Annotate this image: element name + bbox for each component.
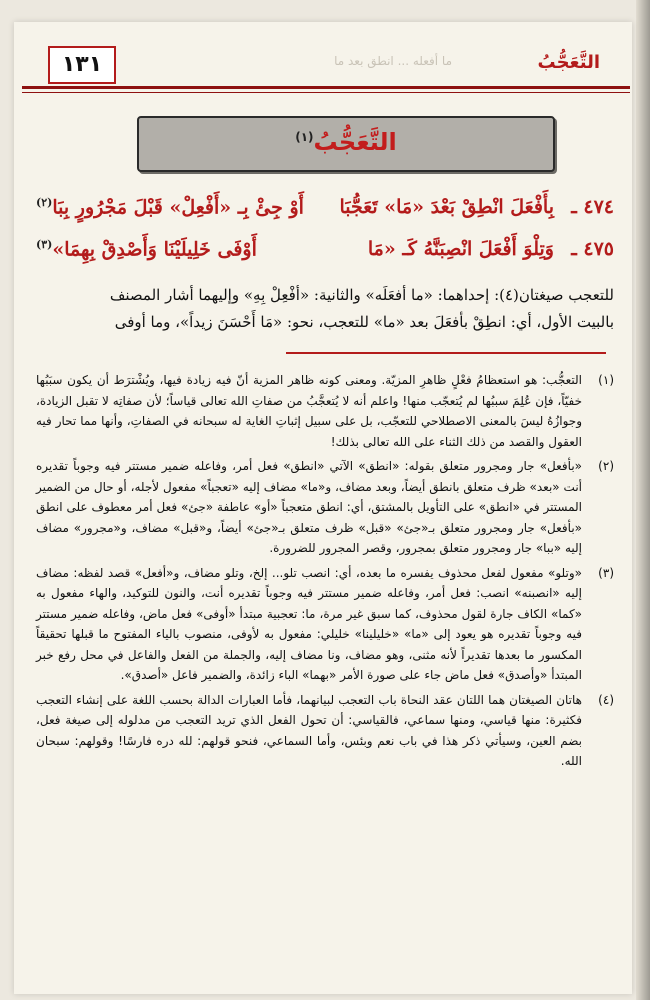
footnote-number: (٣) [598,565,614,580]
footnote-divider [286,352,606,354]
chapter-title-text: التَّعَجُّبُ [313,128,397,156]
book-spine [636,0,650,1000]
verse-number: ٤٧٤ ـ [571,196,614,218]
verse-hemistich-first: بِأَفْعَلَ انْطِقْ بَعْدَ «مَا» تَعَجُّبَا [339,196,554,218]
page-number: ١٣١ [48,46,116,84]
commentary-text [36,282,614,336]
bleed-through-text: ما أفعله ... انطق بعد ما [334,54,452,68]
footnote-number: (٢) [598,459,614,473]
verse-number: ٤٧٥ ـ [571,238,614,260]
header-rule-thin [22,92,630,93]
footnote-text: هاتان الصيغتان هما اللتان عقد النحاة باب التعجب لبيانهما، فأما العبارات الدالة بحسب اللغة على إنشاء التعجب فكثيرة: منها قياسي، ومنها سماعي، فالقياسي: أن تحول الفعل الذي تريد التعجب من مدلوله إلى صيغة فعل، بضم العين، وسيأتي ذكر هذا في باب نعم وبئس، وأما السماعي، فنحو قولهم: لله دره فارسًا! وقولهم: سبحان الله. [36,692,582,768]
footnote-ref: (٢) [36,196,53,209]
verse-474 [36,192,614,228]
footnote [36,690,614,772]
footnote-number: (٤) [598,692,614,707]
footnote-text: التعجُّب: هو استعظامُ فعْلٍ ظاهرِ المزيّة. ومعنى كونه ظاهر المزية أنّ فيه زيادة فيها، ويُشْترَط أن يكون سبَبُها خفيّاً، فإن عُلِمَ سببُها لم يُتعجّب منها! واعلم أنه لا يُتعجَّبُ من صفاتِ الله تعالى قياساً؛ لأن صفاتِه لا تقبل الزيادة، وجوازُهُ ليسَ بالمعنى الاصطلاحي للتعجّب، بل على سبيل إثباتِ الغاية له سبحانه في الصفاتِ، وأنها مما تحار فيه العقول والقصد من ذلك الثناء على الله تعالى بذلك! [36,373,582,449]
commentary-line: بالبيت الأول، أي: انطِقْ بأفعَلَ بعد «ما» للتعجب، نحو: «مَا أَحْسَنَ زيداً»، وما أوفى [114,313,614,331]
chapter-title [139,128,553,156]
footnote-ref: (١) [295,130,314,144]
running-title: التَّعَجُّبُ [537,52,600,73]
footnote-number: (١) [598,373,614,387]
footnote-text: «بأفعل» جار ومجرور متعلق بقوله: «انطق» الآتي «انطق» فعل أمر، وفاعله ضمير مستتر فيه وجوباً تقديره أنت «بعد» ظرف متعلق بانطق أيضاً، وبعد مضاف، و«ما» مضاف إليه «تعجباً» مفعول لأجله، أو حال من الضمير المستتر في «انطق» على التأويل بالمشتق، أي: انطق متعجباً «أو» عاطفة «جئ» فعل أمر معطوف على انطق «بأفعل» جار ومجرور متعلق بـ«جئ» «قبل» ظرف متعلق بـ«جئ» أيضاً، و«قبل» مضاف، و«مجرور» مضاف إليه «ببا» جار ومجرور متعلق بمجرور، وقصر المجرور للضرورة. [36,459,582,555]
footnotes [36,370,614,776]
footnote-ref: (٣) [36,238,53,251]
footnote-text: «وتلو» مفعول لفعل محذوف يفسره ما بعده، أي: انصب تلو... إلخ، وتلو مضاف، و«أفعل» قصد لفظه: مضاف إليه «انصبنه» انصب: فعل أمر، وفاعله ضمير مستتر فيه وجوباً تقديره أنت، والنون للتوكيد، والهاء مفعول به «كما» الكاف جارة لقول محذوف، كما سبق غير مرة، ما: تعجبية مبتدأ «أوفى» فعل ماض، وفاعله ضمير مستتر فيه وجوباً تقديره هو يعود إلى «ما» «خليلينا» خليلي: مفعول به لأوفى، منصوب بالياء المفتوح ما قبلها تحقيقاً المكسور ما بعدها تقديراً لأنه مثنى، وهو مضاف، ونا مضاف إليه، والجملة من الفعل والفاعل في محل رفع خبر المبتدأ «وأصدق» فعل ماض جاء على صورة الأمر «بهما» الباء زائدة، والضمير فاعل «أصدق». [36,565,582,682]
chapter-title-box [137,116,555,172]
footnote [36,456,614,559]
header-rule [22,86,630,89]
verse-hemistich-second: أَوْ جِئْ بِـ «أَفْعِلْ» قَبْلَ مَجْرُورٍ بِبَا$^{(٢)}$ [36,196,304,219]
footnote [36,563,614,686]
running-header [22,38,630,90]
footnote [36,370,614,452]
commentary-line: للتعجب صيغتان(٤): إحداهما: «ما أفعَلَه» والثانية: «أفْعِلْ بِهِ» وإليهما أشار المصنف [109,286,614,304]
verse-475 [36,234,614,270]
verse-hemistich-second: أَوْفَى خَلِيلَيْنَا وَأَصْدِقْ بِهِمَا»$^{(٣)}$ [36,238,257,261]
verse-hemistich-first: وَتِلْوَ أَفْعَلَ انْصِبَنَّهُ كَـ «مَا [367,238,554,260]
